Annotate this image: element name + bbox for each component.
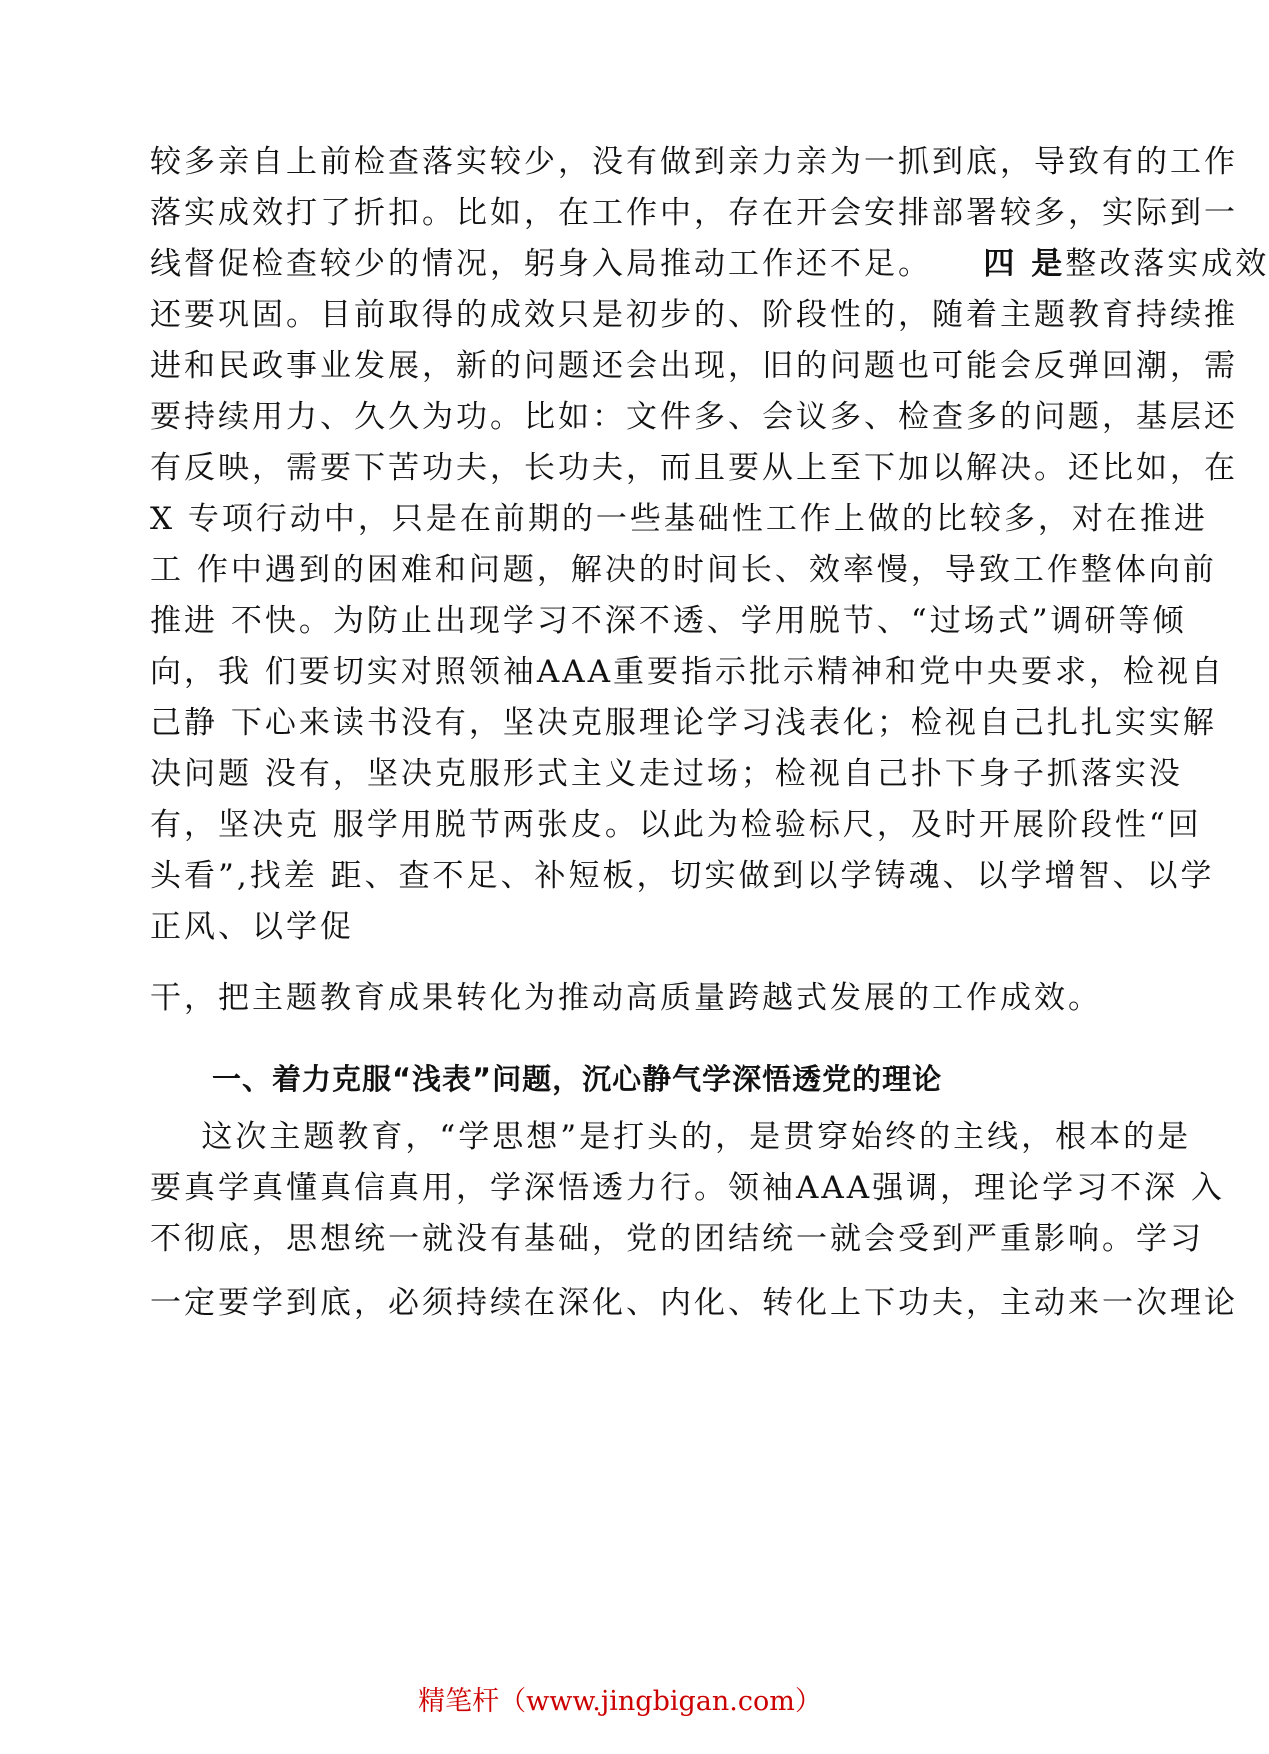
body-line: 有反映，需要下苦功夫，长功夫，而且要从上至下加以解决。还比如，在 xyxy=(150,450,1238,486)
body-line: 向，我 们要切实对照领袖AAA重要指示批示精神和党中央要求，检视自 xyxy=(150,654,1226,690)
body-line: 一定要学到底，必须持续在深化、内化、转化上下功夫，主动来一次理论 xyxy=(150,1285,1238,1321)
body-line: X 专项行动中，只是在前期的一些基础性工作上做的比较多，对在推进 xyxy=(150,501,1208,537)
body-line: 要持续用力、久久为功。比如：文件多、会议多、检查多的问题，基层还 xyxy=(150,399,1238,435)
body-line: 有，坚决克 服学用脱节两张皮。以此为检验标尺，及时开展阶段性“回 xyxy=(150,807,1202,843)
body-line: 这次主题教育，“学思想”是打头的，是贯穿始终的主线，根本的是 xyxy=(150,1119,1192,1155)
body-line: 要真学真懂真信真用，学深悟透力行。领袖AAA强调，理论学习不深 入 xyxy=(150,1170,1226,1206)
point-four-text: 整改落实成效 xyxy=(1065,246,1269,282)
body-line: 决问题 没有，坚决克服形式主义走过场；检视自己扑下身子抓落实没 xyxy=(150,756,1183,792)
body-line: 工 作中遇到的困难和问题，解决的时间长、效率慢，导致工作整体向前 xyxy=(150,552,1217,588)
body-line xyxy=(150,244,1269,284)
body-line: 推进 不快。为防止出现学习不深不透、学用脱节、“过场式”调研等倾 xyxy=(150,603,1187,639)
body-line: 还要巩固。目前取得的成效只是初步的、阶段性的，随着主题教育持续推 xyxy=(150,297,1238,333)
body-line: 进和民政事业发展，新的问题还会出现，旧的问题也可能会反弹回潮，需 xyxy=(150,348,1238,384)
footer-watermark: 精笔杆（www.jingbigan.com） xyxy=(418,1686,822,1717)
body-line: 较多亲自上前检查落实较少，没有做到亲力亲为一抓到底，导致有的工作 xyxy=(150,144,1238,180)
body-line: 头看”,找差 距、查不足、补短板，切实做到以学铸魂、以学增智、以学 xyxy=(150,858,1215,894)
body-line: 不彻底，思想统一就没有基础，党的团结统一就会受到严重影响。学习 xyxy=(150,1221,1204,1257)
body-line: 落实成效打了折扣。比如，在工作中，存在开会安排部署较多，实际到一 xyxy=(150,195,1238,231)
section-heading: 一、着力克服“浅表”问题，沉心静气学深悟透党的理论 xyxy=(212,1062,943,1096)
body-line: 正风、以学促 xyxy=(150,909,354,945)
point-four-label: 四 是 xyxy=(983,246,1066,282)
body-line: 己静 下心来读书没有，坚决克服理论学习浅表化；检视自己扎扎实实解 xyxy=(150,705,1217,741)
body-line: 干，把主题教育成果转化为推动高质量跨越式发展的工作成效。 xyxy=(150,980,1102,1016)
body-line-text: 线督促检查较少的情况，躬身入局推动工作还不足。 xyxy=(150,246,932,282)
